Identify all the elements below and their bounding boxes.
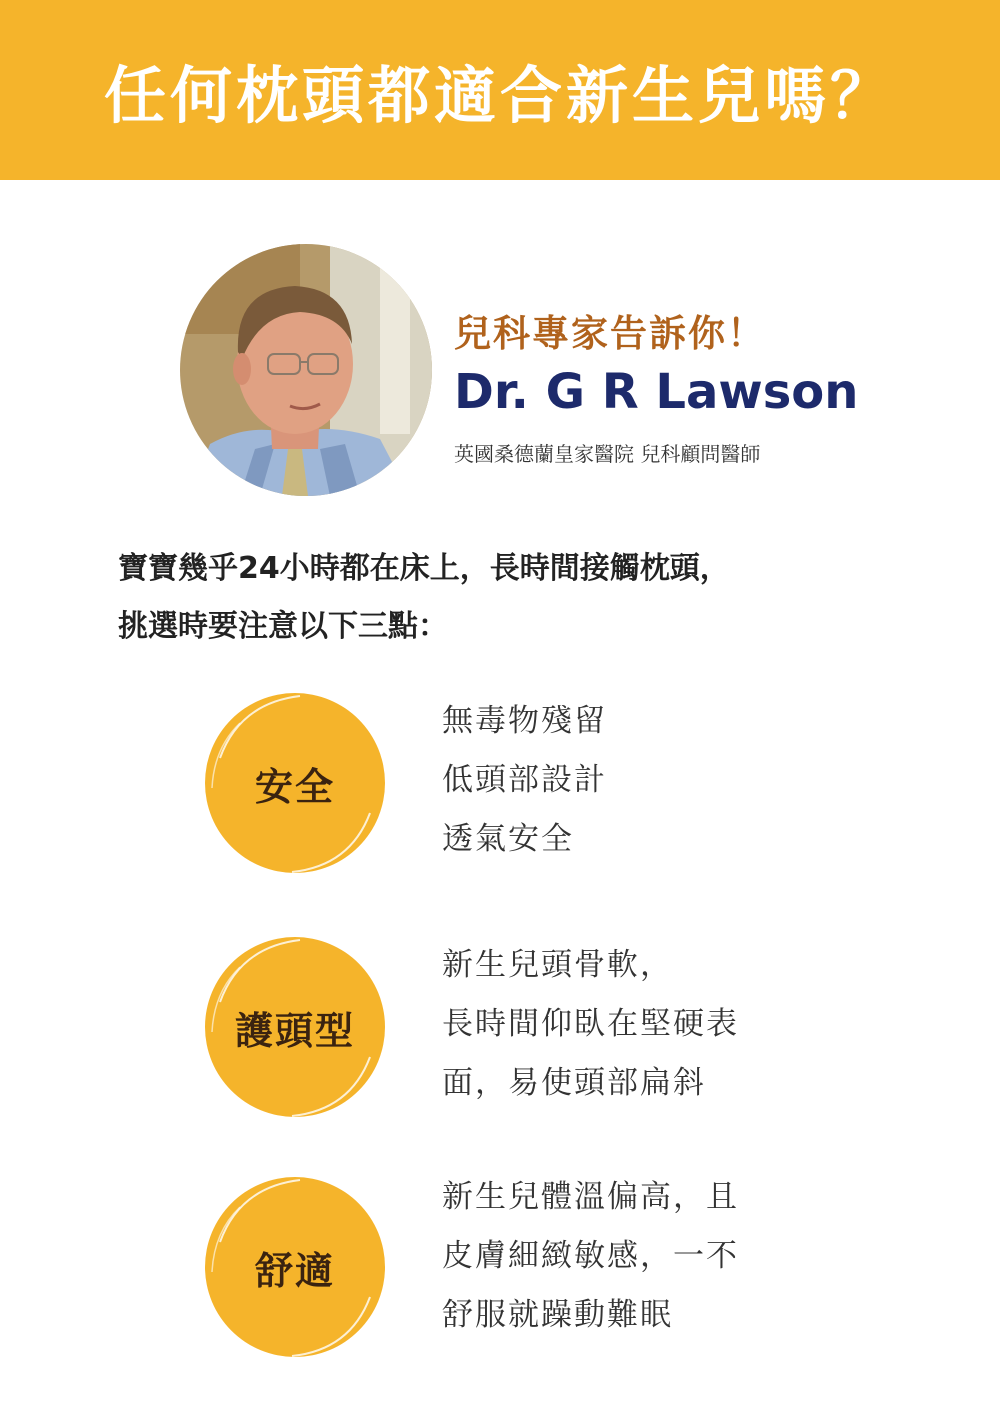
expert-title: 英國桑德蘭皇家醫院 兒科顧問醫師 — [454, 442, 761, 466]
comfort-line-3: 舒服就躁動難眠 — [442, 1297, 673, 1333]
safety-line-2: 低頭部設計 — [442, 762, 607, 798]
portrait-illustration — [180, 244, 432, 496]
header-banner — [0, 0, 1000, 180]
expert-name: Dr. G R Lawson — [454, 364, 859, 420]
point-head-protection — [200, 932, 920, 1132]
comfort-label: 舒適 — [254, 1248, 335, 1293]
page-title: 任何枕頭都適合新生兒嗎？ — [103, 58, 896, 132]
comfort-badge — [200, 1172, 390, 1362]
head-protection-line-3: 面，易使頭部扁斜 — [442, 1065, 706, 1101]
point-safety — [200, 688, 920, 888]
head-protection-description — [442, 936, 739, 1113]
safety-line-3: 透氣安全 — [442, 821, 574, 857]
head-protection-line-1: 新生兒頭骨軟， — [442, 947, 673, 983]
doctor-portrait — [180, 244, 432, 496]
head-protection-badge — [200, 932, 390, 1122]
intro-text — [118, 540, 918, 656]
comfort-line-1: 新生兒體溫偏高，且 — [442, 1179, 739, 1215]
head-protection-line-2: 長時間仰臥在堅硬表 — [442, 1006, 739, 1042]
intro-line-1: 寶寶幾乎24小時都在床上，長時間接觸枕頭， — [118, 551, 730, 586]
safety-description — [442, 692, 607, 869]
head-protection-label: 護頭型 — [234, 1008, 355, 1053]
intro-line-2: 挑選時要注意以下三點： — [118, 609, 448, 644]
safety-badge — [200, 688, 390, 878]
safety-line-1: 無毒物殘留 — [442, 703, 607, 739]
safety-label: 安全 — [254, 764, 335, 809]
comfort-line-2: 皮膚細緻敏感，一不 — [442, 1238, 739, 1274]
point-comfort — [200, 1172, 920, 1372]
expert-tagline: 兒科專家告訴你！ — [454, 312, 766, 355]
comfort-description — [442, 1168, 739, 1345]
